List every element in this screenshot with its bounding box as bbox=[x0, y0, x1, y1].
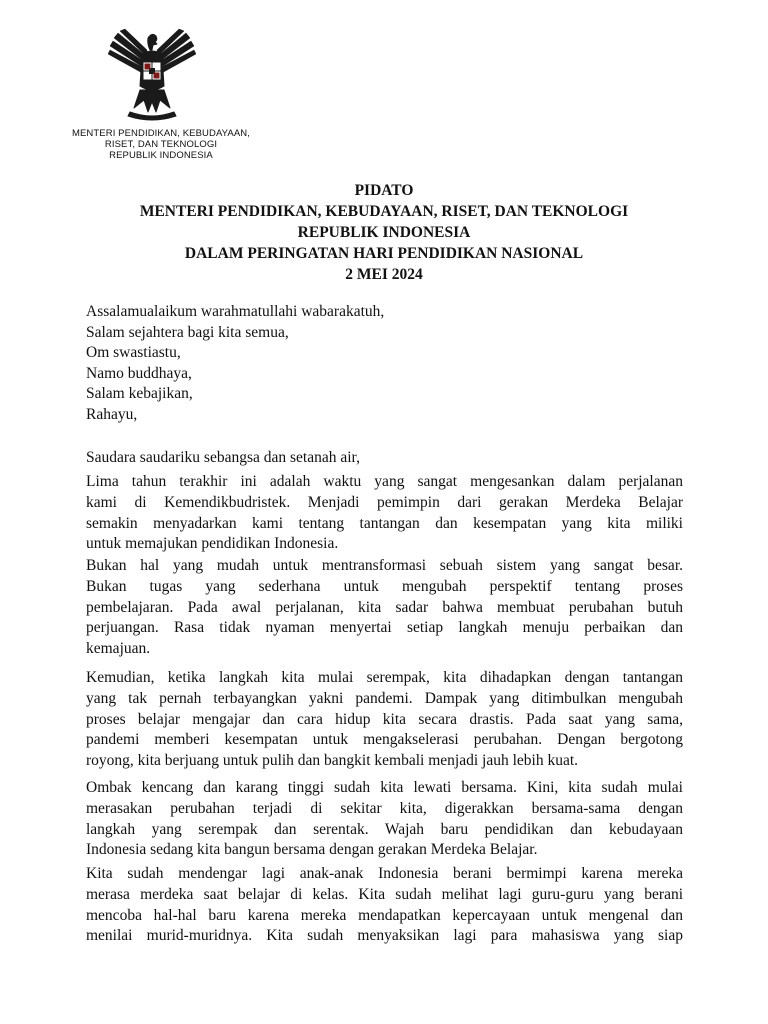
title-line: 2 MEI 2024 bbox=[345, 266, 423, 283]
letterhead-line: MENTERI PENDIDIKAN, KEBUDAYAAN, bbox=[71, 128, 250, 139]
title-line: REPUBLIK INDONESIA bbox=[297, 224, 471, 241]
paragraph-line: Ombak kencang dan karang tinggi sudah kita lewati bersama. Kini, kita sudah mulai bbox=[86, 779, 683, 796]
paragraph-line: Lima tahun terakhir ini adalah waktu yang sangat mengesankan dalam perjalanan bbox=[86, 473, 683, 490]
garuda-emblem-icon bbox=[100, 28, 204, 124]
paragraph-line: kami di Kemendikbudristek. Menjadi pemimpin dari gerakan Merdeka Belajar bbox=[86, 493, 683, 511]
opening-greetings bbox=[86, 302, 384, 426]
paragraph-line: Kita sudah mendengar lagi anak-anak Indonesia berani bermimpi karena mereka bbox=[86, 865, 683, 882]
title-line: PIDATO bbox=[354, 182, 414, 199]
greeting-line: Assalamualaikum warahmatullahi wabarakatuh, bbox=[86, 303, 385, 320]
paragraph-line: Bukan tugas yang sederhana untuk mengubah perspektif tentang proses bbox=[86, 577, 683, 595]
greeting-line: Om swastiastu, bbox=[86, 344, 181, 362]
greeting-line: Rahayu, bbox=[86, 405, 138, 423]
paragraph-line: langkah yang serempak dan serentak. Wajah baru pendidikan dan kebudayaan bbox=[86, 820, 683, 838]
salutation: Saudara saudariku sebangsa dan setanah air, bbox=[86, 449, 360, 466]
paragraph-line: untuk memajukan pendidikan Indonesia. bbox=[86, 535, 339, 553]
paragraph-line: menilai murid-muridnya. Kita sudah menyaksikan lagi para mahasiswa yang siap bbox=[86, 927, 683, 945]
greeting-line: Salam kebajikan, bbox=[86, 385, 193, 403]
paragraph-line: Bukan hal yang mudah untuk mentransformasi sebuah sistem yang sangat besar. bbox=[86, 557, 683, 574]
paragraph-line: kemajuan. bbox=[86, 640, 151, 658]
title-line: DALAM PERINGATAN HARI PENDIDIKAN NASIONAL bbox=[184, 245, 584, 262]
paragraph bbox=[86, 668, 683, 772]
paragraph-line: pandemi memberi kesempatan untuk mengakselerasi perubahan. Dengan bergotong bbox=[86, 731, 683, 749]
paragraph-line: Indonesia sedang kita bangun bersama dengan gerakan Merdeka Belajar. bbox=[86, 841, 538, 859]
paragraph-line: Kemudian, ketika langkah kita mulai serempak, kita dihadapkan dengan tantangan bbox=[86, 669, 683, 686]
paragraph-line: pembelajaran. Pada awal perjalanan, kita sadar bahwa membuat perubahan butuh bbox=[86, 598, 683, 616]
paragraph-line: perjuangan. Rasa tidak nyaman menyertai setiap langkah menuju perbaikan dan bbox=[86, 619, 683, 637]
letterhead-line: REPUBLIK INDONESIA bbox=[109, 150, 213, 161]
paragraph bbox=[86, 778, 683, 861]
letterhead bbox=[56, 128, 266, 161]
paragraph-line: royong, kita berjuang untuk pulih dan bangkit kembali menjadi jauh lebih kuat. bbox=[86, 752, 579, 770]
paragraph-line: mencoba hal-hal baru karena mereka mendapatkan kepercayaan untuk mengenal dan bbox=[86, 906, 683, 924]
letterhead-line: RISET, DAN TEKNOLOGI bbox=[104, 139, 218, 150]
paragraph-line: yang tak pernah terbayangkan yakni pandemi. Dampak yang ditimbulkan mengubah bbox=[86, 689, 683, 707]
speech-title bbox=[60, 180, 708, 285]
title-line: MENTERI PENDIDIKAN, KEBUDAYAAN, RISET, DAN TEKNOLOGI bbox=[139, 203, 629, 220]
paragraph bbox=[86, 472, 683, 555]
paragraph-line: merasa merdeka saat belajar di kelas. Kita sudah melihat lagi guru-guru yang berani bbox=[86, 885, 683, 903]
paragraph-line: merasakan perubahan terjadi di sekitar kita, digerakkan bersama-sama dengan bbox=[86, 799, 683, 817]
paragraph bbox=[86, 556, 683, 660]
greeting-line: Salam sejahtera bagi kita semua, bbox=[86, 323, 289, 341]
paragraph-line: proses belajar mengajar dan cara hidup kita secara drastis. Pada saat yang sama, bbox=[86, 710, 683, 728]
paragraph-line: semakin menyadarkan kami tentang tantangan dan kesempatan yang kita miliki bbox=[86, 514, 683, 532]
greeting-line: Namo buddhaya, bbox=[86, 364, 192, 382]
paragraph bbox=[86, 864, 683, 947]
